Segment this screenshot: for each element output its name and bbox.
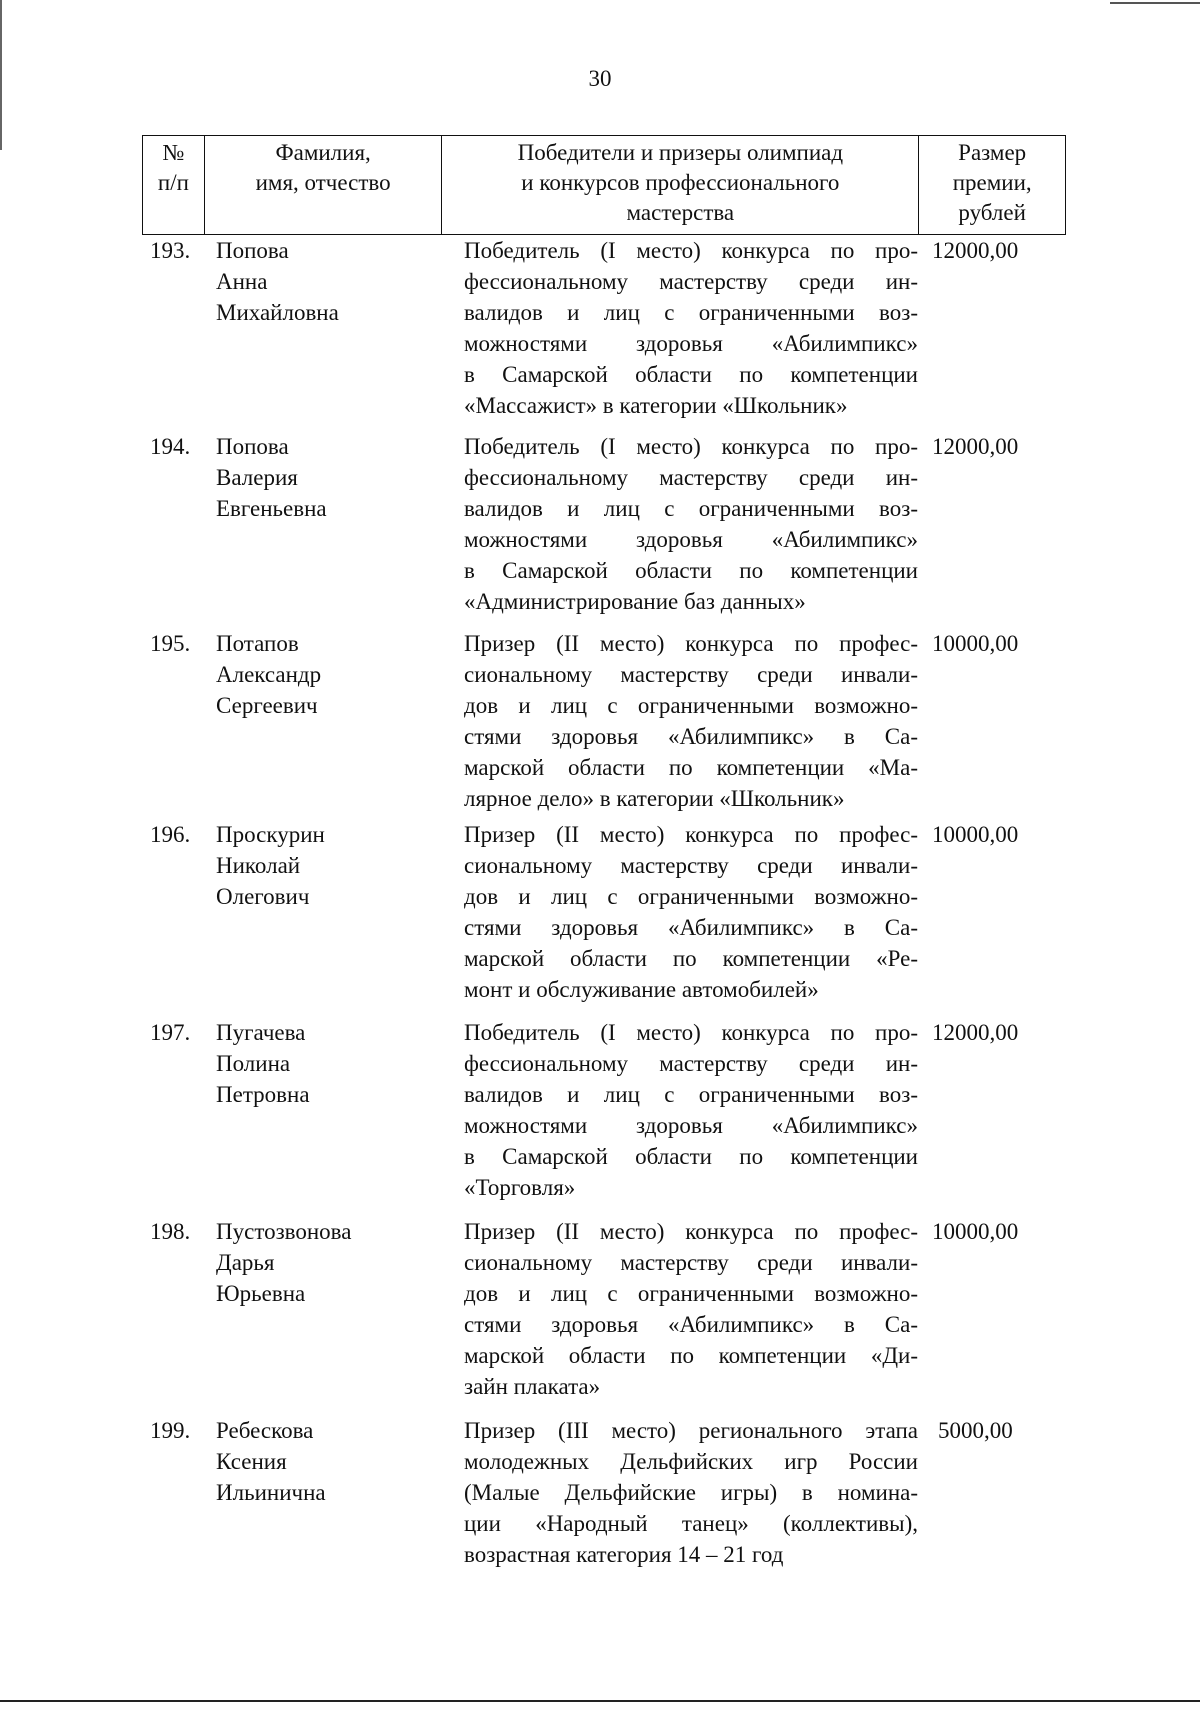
- row-number: 199.: [150, 1418, 191, 1443]
- row-achievement: [464, 1216, 918, 1402]
- row-achievement: [464, 819, 918, 1005]
- row-achievement: [464, 235, 918, 421]
- first-name: Дарья: [216, 1250, 275, 1275]
- desc-line: стями здоровья «Абилимпикс» в Са-: [464, 1312, 918, 1337]
- patronymic: Юрьевна: [216, 1281, 306, 1306]
- desc-line: сиональному мастерству среди инвали-: [464, 662, 918, 687]
- first-name: Полина: [216, 1051, 291, 1076]
- table-header: [142, 135, 1066, 235]
- desc-line: в Самарской области по компетенции: [464, 1144, 918, 1169]
- surname: Потапов: [216, 631, 299, 656]
- header-number: № п/п: [143, 136, 205, 234]
- desc-line: в Самарской области по компетенции: [464, 362, 918, 387]
- patronymic: Ильинична: [216, 1480, 326, 1505]
- desc-line: фессиональному мастерству среди ин-: [464, 1051, 918, 1076]
- desc-line: молодежных Дельфийских игр России: [464, 1449, 918, 1474]
- row-award-amount: 12000,00: [932, 434, 1019, 459]
- desc-line: лярное дело» в категории «Школьник»: [464, 786, 845, 811]
- desc-line: Призер (II место) конкурса по профес-: [464, 822, 918, 847]
- desc-line: фессиональному мастерству среди ин-: [464, 465, 918, 490]
- desc-line: марской области по компетенции «Ма-: [464, 755, 918, 780]
- desc-line: стями здоровья «Абилимпикс» в Са-: [464, 724, 918, 749]
- desc-line: фессиональному мастерству среди ин-: [464, 269, 918, 294]
- desc-line: (Малые Дельфийские игры) в номина-: [464, 1480, 918, 1505]
- desc-line: монт и обслуживание автомобилей»: [464, 977, 819, 1002]
- row-achievement: [464, 431, 918, 617]
- surname: Пугачева: [216, 1020, 306, 1045]
- row-full-name: [216, 1415, 436, 1508]
- desc-line: дов и лиц с ограниченными возможно-: [464, 1281, 918, 1306]
- row-achievement: [464, 1017, 918, 1203]
- scan-top-line: [1110, 2, 1200, 4]
- desc-line: «Массажист» в категории «Школьник»: [464, 393, 848, 418]
- row-full-name: [216, 1216, 436, 1309]
- first-name: Анна: [216, 269, 268, 294]
- desc-line: марской области по компетенции «Ди-: [464, 1343, 918, 1368]
- row-number: 193.: [150, 238, 191, 263]
- row-number: 194.: [150, 434, 191, 459]
- desc-line: валидов и лиц с ограниченными воз-: [464, 300, 918, 325]
- desc-line: Победитель (I место) конкурса по про-: [464, 434, 918, 459]
- first-name: Николай: [216, 853, 301, 878]
- surname: Ребескова: [216, 1418, 314, 1443]
- desc-line: Победитель (I место) конкурса по про-: [464, 1020, 918, 1045]
- header-achievement: Победители и призеры олимпиад и конкурсов профессионального мастерства: [442, 136, 919, 234]
- row-number: 198.: [150, 1219, 191, 1244]
- row-full-name: [216, 431, 436, 524]
- desc-line: дов и лиц с ограниченными возможно-: [464, 884, 918, 909]
- desc-line: валидов и лиц с ограниченными воз-: [464, 496, 918, 521]
- row-award-amount: 12000,00: [932, 238, 1019, 263]
- row-number: 195.: [150, 631, 191, 656]
- desc-line: стями здоровья «Абилимпикс» в Са-: [464, 915, 918, 940]
- row-achievement: [464, 1415, 918, 1570]
- patronymic: Олегович: [216, 884, 310, 909]
- patronymic: Евгеньевна: [216, 496, 327, 521]
- first-name: Александр: [216, 662, 322, 687]
- desc-line: «Торговля»: [464, 1175, 576, 1200]
- header-full-name: Фамилия, имя, отчество: [205, 136, 442, 234]
- patronymic: Сергеевич: [216, 693, 318, 718]
- row-number: 197.: [150, 1020, 191, 1045]
- surname: Пустозвонова: [216, 1219, 352, 1244]
- desc-line: ции «Народный танец» (коллективы),: [464, 1511, 918, 1536]
- surname: Проскурин: [216, 822, 325, 847]
- patronymic: Михайловна: [216, 300, 339, 325]
- surname: Попова: [216, 434, 289, 459]
- row-award-amount: 10000,00: [932, 631, 1019, 656]
- row-full-name: [216, 1017, 436, 1110]
- row-full-name: [216, 235, 436, 328]
- row-number: 196.: [150, 822, 191, 847]
- desc-line: сиональному мастерству среди инвали-: [464, 853, 918, 878]
- row-award-amount: 5000,00: [938, 1418, 1013, 1443]
- desc-line: Призер (III место) регионального этапа: [464, 1418, 918, 1443]
- desc-line: дов и лиц с ограниченными возможно-: [464, 693, 918, 718]
- row-full-name: [216, 628, 436, 721]
- first-name: Ксения: [216, 1449, 287, 1474]
- desc-line: сиональному мастерству среди инвали-: [464, 1250, 918, 1275]
- desc-line: в Самарской области по компетенции: [464, 558, 918, 583]
- desc-line: марской области по компетенции «Ре-: [464, 946, 918, 971]
- row-award-amount: 10000,00: [932, 1219, 1019, 1244]
- row-award-amount: 10000,00: [932, 822, 1019, 847]
- desc-line: можностями здоровья «Абилимпикс»: [464, 527, 918, 552]
- page-number: 30: [588, 66, 612, 91]
- desc-line: «Администрирование баз данных»: [464, 589, 806, 614]
- desc-line: Призер (II место) конкурса по профес-: [464, 631, 918, 656]
- row-achievement: [464, 628, 918, 814]
- desc-line: можностями здоровья «Абилимпикс»: [464, 331, 918, 356]
- desc-line: возрастная категория 14 – 21 год: [464, 1542, 784, 1567]
- desc-line: можностями здоровья «Абилимпикс»: [464, 1113, 918, 1138]
- desc-line: зайн плаката»: [464, 1374, 601, 1399]
- desc-line: Призер (II место) конкурса по профес-: [464, 1219, 918, 1244]
- desc-line: валидов и лиц с ограниченными воз-: [464, 1082, 918, 1107]
- row-award-amount: 12000,00: [932, 1020, 1019, 1045]
- desc-line: Победитель (I место) конкурса по про-: [464, 238, 918, 263]
- surname: Попова: [216, 238, 289, 263]
- patronymic: Петровна: [216, 1082, 310, 1107]
- first-name: Валерия: [216, 465, 298, 490]
- scan-bottom-line: [0, 1700, 1200, 1702]
- header-award-amount: Размер премии, рублей: [952, 140, 1032, 225]
- row-full-name: [216, 819, 436, 912]
